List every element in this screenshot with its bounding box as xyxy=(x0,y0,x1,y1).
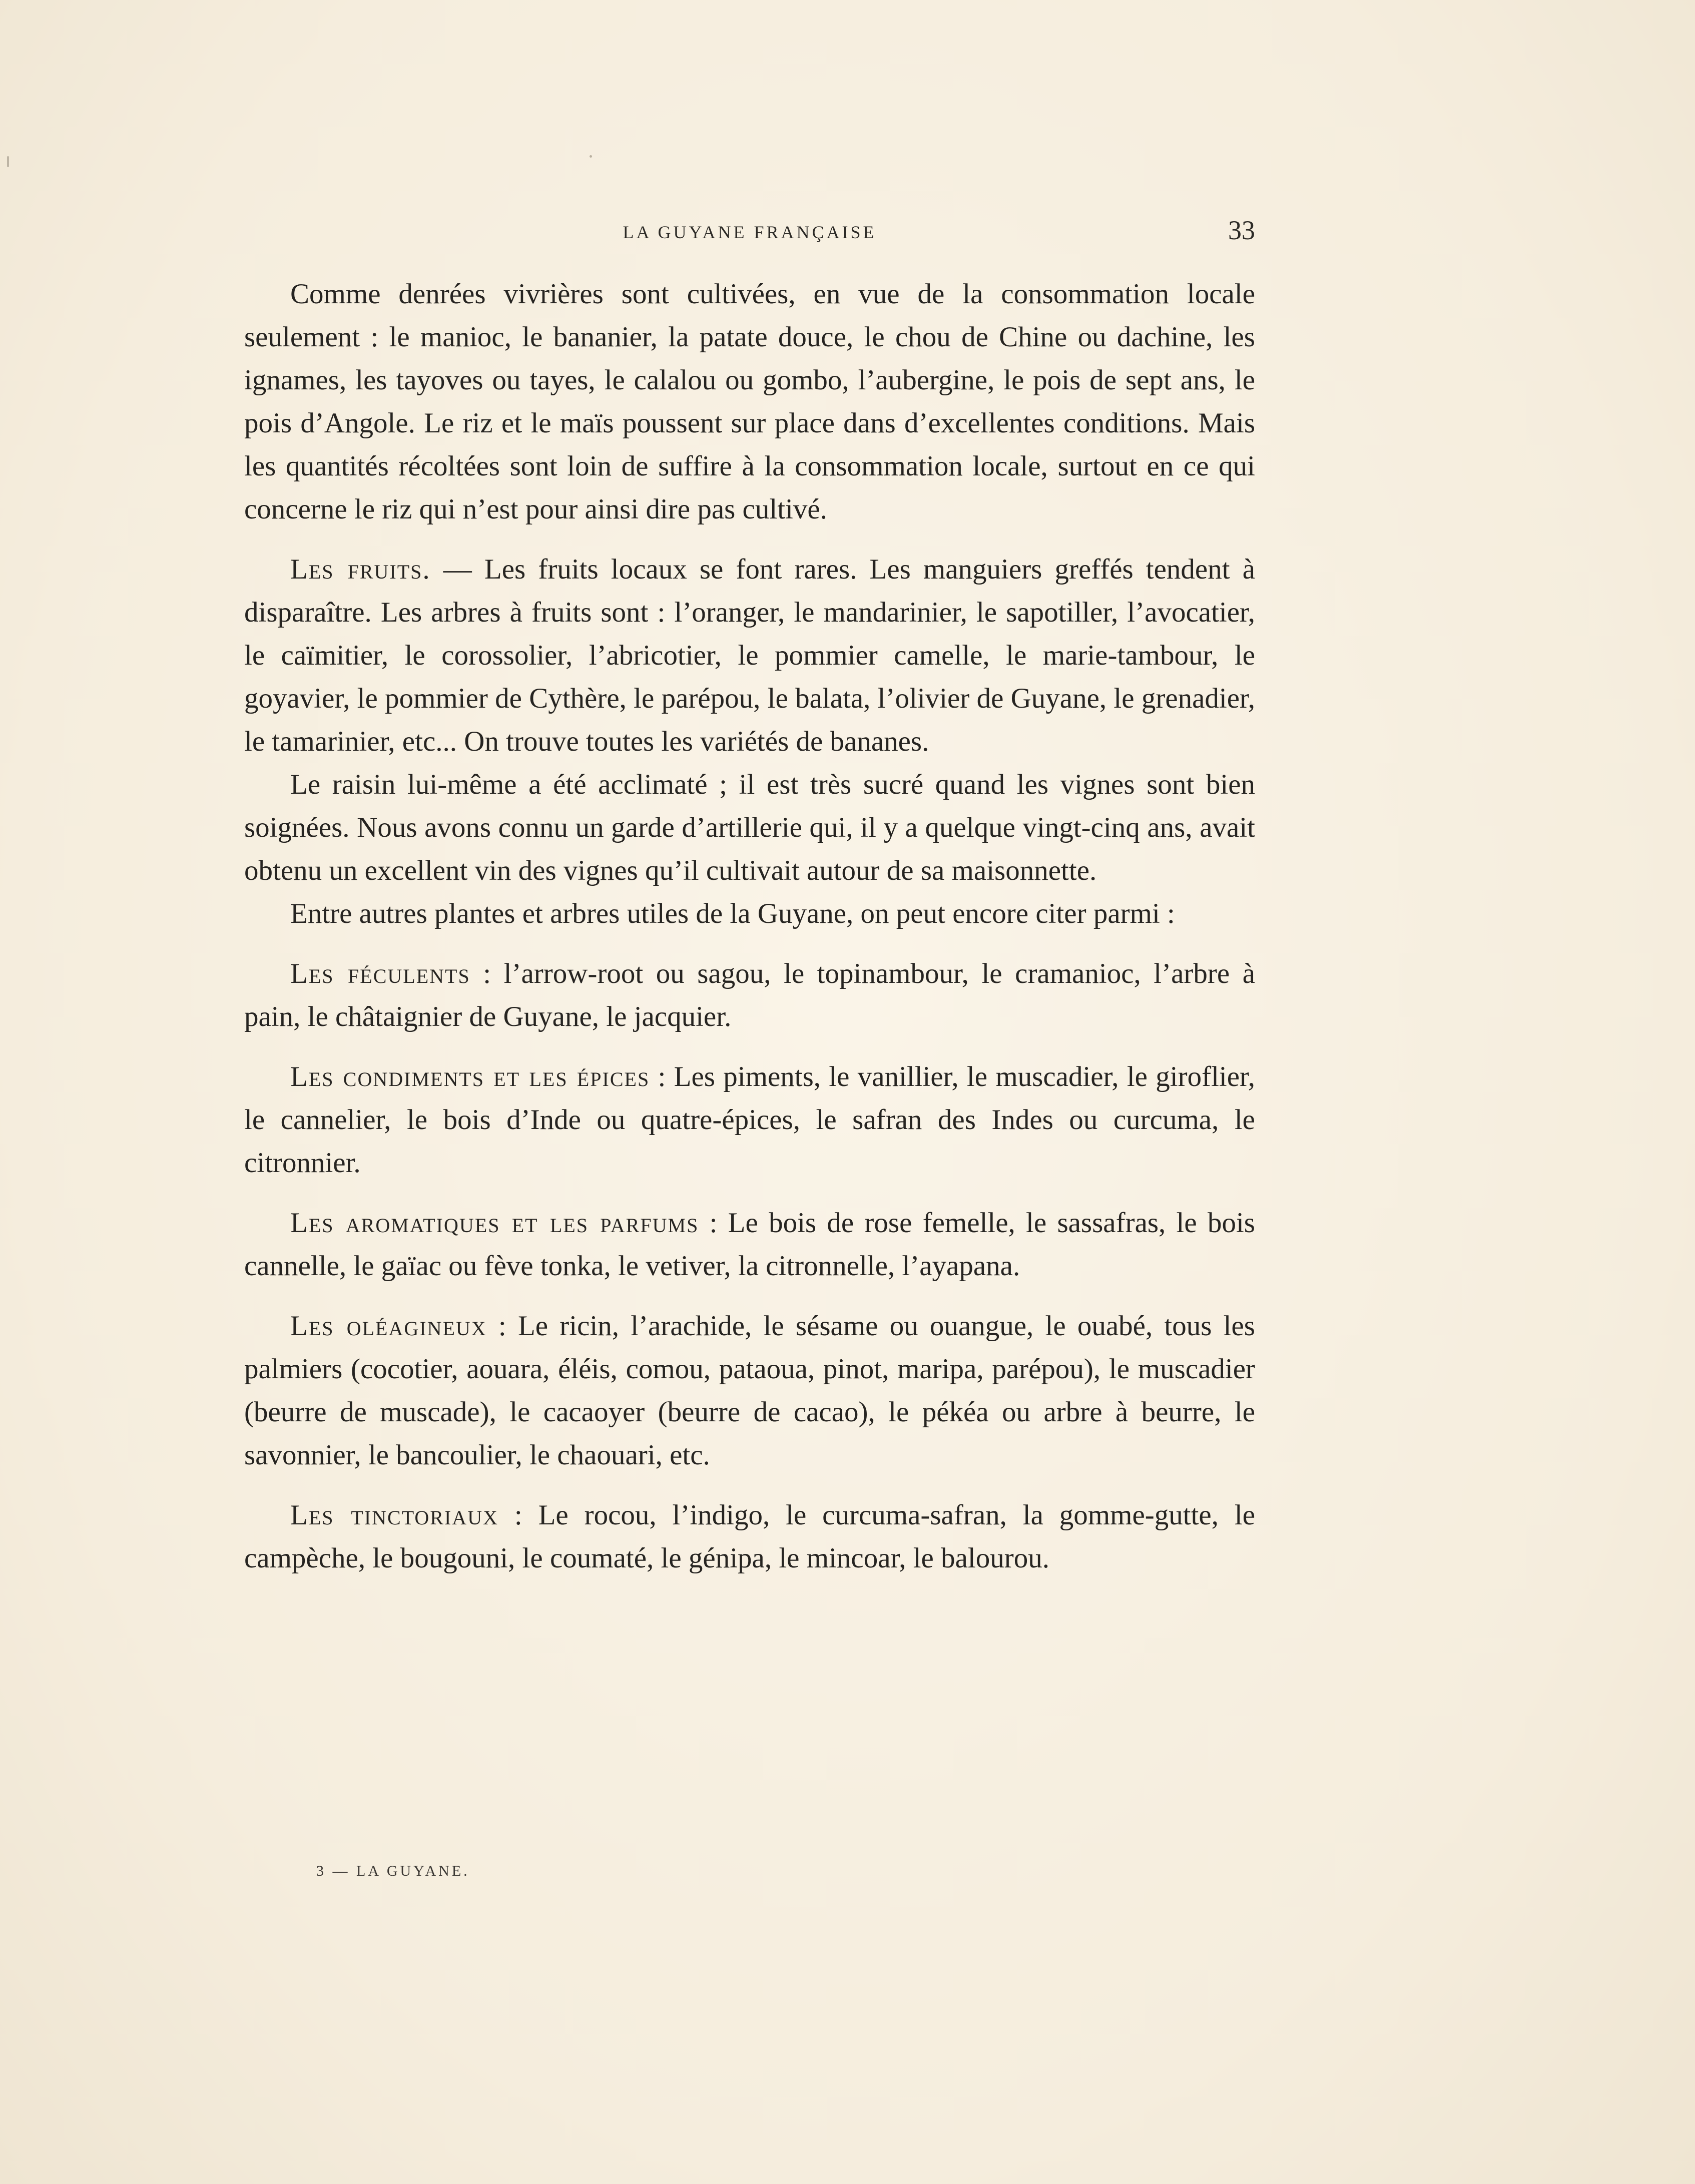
paragraph-text: — Les fruits locaux se font rares. Les manguiers greffés tendent à disparaître. Les arbres à fruits sont : l’oranger, le mandarinier, le sapotiller, l’avocatier, le caïmitier, le corossolier, l’abricotier, le pommier camelle, le marie-tambour, le goyavier, le pommier de Cythère, le parépou, le balata, l’olivier de Guyane, le grenadier, le tamarinier, etc... On trouve toutes les variétés de bananes. xyxy=(244,554,1255,757)
paragraph-text: Le raisin lui-même a été acclimaté ; il est très sucré quand les vignes sont bien soignées. Nous avons connu un garde d’artillerie qui, il y a quelque vingt-cinq ans, avait obtenu un excellent vin des vignes qu’il cultivait autour de sa maisonnette. xyxy=(244,769,1255,886)
paper-speck xyxy=(590,155,592,158)
section-heading-tinctoriaux: Les tinctoriaux xyxy=(290,1499,498,1531)
paragraph-text: : Le rocou, l’indigo, le curcuma-safran, la gomme-gutte, le campèche, le bougouni, le coumaté, le génipa, le mincoar, le balourou. xyxy=(244,1499,1255,1574)
section-heading-condiments: Les condiments et les épices xyxy=(290,1061,650,1093)
paragraph-oleagineux xyxy=(244,1305,1255,1477)
section-heading-oleagineux: Les oléagineux xyxy=(290,1310,487,1342)
paragraph-tinctoriaux xyxy=(244,1494,1255,1580)
paragraph-plantes-utiles xyxy=(244,892,1255,935)
paragraph-feculents xyxy=(244,952,1255,1038)
paragraph-text: : Les piments, le vanillier, le muscadier, le giroflier, le cannelier, le bois d’Inde ou quatre-épices, le safran des Indes ou curcuma, le citronnier. xyxy=(244,1061,1255,1179)
signature-mark: 3 — LA GUYANE. xyxy=(316,1863,470,1879)
paragraph-text: Comme denrées vivrières sont cultivées, en vue de la consommation locale seulement : le manioc, le bananier, la patate douce, le chou de Chine ou dachine, les ignames, les tayoves ou tayes, le calalou ou gombo, l’aubergine, le pois de sept ans, le pois d’Angole. Le riz et le maïs poussent sur place dans d’excellentes conditions. Mais les quantités récoltées sont loin de suffire à la consommation locale, surtout en ce qui concerne le riz qui n’est pour ainsi dire pas cultivé. xyxy=(244,278,1255,525)
paragraph-raisin xyxy=(244,763,1255,892)
body-text xyxy=(244,273,1255,1580)
paragraph-aromatiques xyxy=(244,1202,1255,1288)
section-heading-aromatiques: Les aromatiques et les parfums xyxy=(290,1207,699,1239)
paragraph-condiments xyxy=(244,1055,1255,1185)
paragraph-text: : l’arrow-root ou sagou, le topinambour, le cramanioc, l’arbre à pain, le châtaignier de Guyane, le jacquier. xyxy=(244,958,1255,1032)
section-heading-fruits: Les fruits. xyxy=(290,554,431,585)
paragraph-text: : Le bois de rose femelle, le sassafras, le bois cannelle, le gaïac ou fève tonka, le vetiver, la citronnelle, l’ayapana. xyxy=(244,1207,1255,1282)
page-number: 33 xyxy=(1228,215,1255,245)
margin-mark xyxy=(7,156,9,167)
section-heading-feculents: Les féculents xyxy=(290,958,470,989)
running-title: LA GUYANE FRANÇAISE xyxy=(623,222,877,242)
paragraph-text: Entre autres plantes et arbres utiles de la Guyane, on peut encore citer parmi : xyxy=(290,898,1175,929)
paragraph-text: : Le ricin, l’arachide, le sésame ou ouangue, le ouabé, tous les palmiers (cocotier, aouara, éléis, comou, pataoua, pinot, maripa, parépou), le muscadier (beurre de muscade), le cacaoyer (beurre de cacao), le pékéa ou arbre à beurre, le savonnier, le bancoulier, le chaouari, etc. xyxy=(244,1310,1255,1471)
paragraph-vivrieres xyxy=(244,273,1255,531)
paragraph-fruits xyxy=(244,548,1255,763)
page-header xyxy=(244,215,1255,253)
